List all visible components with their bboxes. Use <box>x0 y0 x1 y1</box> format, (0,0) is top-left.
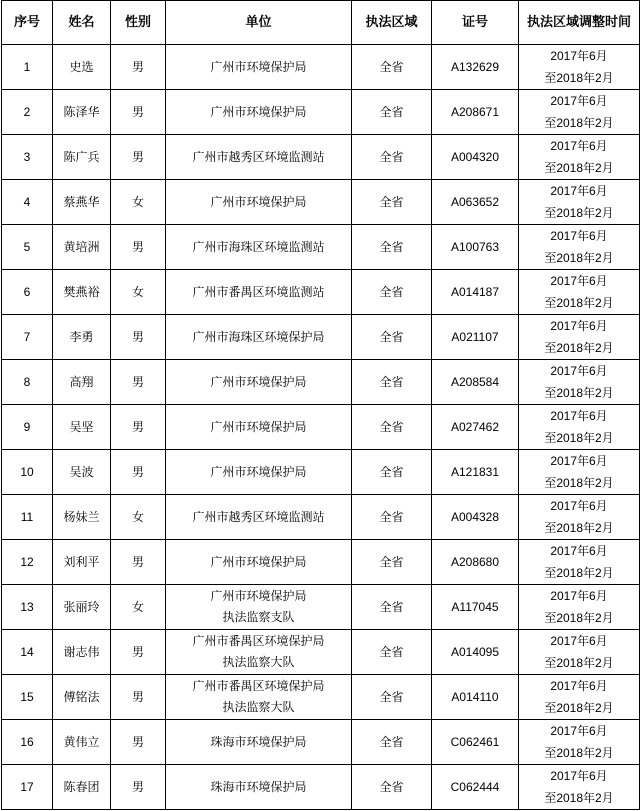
unit-line: 广州市海珠区环境保护局 <box>192 329 325 344</box>
sex-cell: 男 <box>111 360 166 405</box>
certificate-number-cell: A014095 <box>432 630 519 675</box>
unit-cell <box>166 540 352 585</box>
table-row <box>2 225 640 270</box>
time-line: 至2018年2月 <box>544 206 614 220</box>
adjustment-time-cell <box>519 180 640 225</box>
name-cell: 傅铭法 <box>53 675 111 720</box>
name-cell: 刘利平 <box>53 540 111 585</box>
unit-line: 广州市番禺区环境保护局 <box>192 679 325 693</box>
enforcement-area-cell: 全省 <box>352 495 432 540</box>
name-cell: 樊燕裕 <box>53 270 111 315</box>
name-cell: 史选 <box>53 45 111 90</box>
unit-cell <box>166 90 352 135</box>
sex-cell: 男 <box>111 630 166 675</box>
table-row <box>2 45 640 90</box>
time-line: 2017年6月 <box>550 589 608 603</box>
enforcement-area-cell: 全省 <box>352 585 432 630</box>
certificate-number-cell: A004328 <box>432 495 519 540</box>
time-line: 至2018年2月 <box>544 521 614 535</box>
enforcement-area-cell: 全省 <box>352 720 432 765</box>
time-line: 2017年6月 <box>550 184 608 198</box>
adjustment-time-cell <box>519 720 640 765</box>
time-line: 2017年6月 <box>550 634 608 648</box>
header-enforcement-area: 执法区域 <box>352 1 432 45</box>
sex-cell: 男 <box>111 225 166 270</box>
name-cell: 杨妹兰 <box>53 495 111 540</box>
table-row <box>2 270 640 315</box>
certificate-number-cell: A063652 <box>432 180 519 225</box>
unit-cell <box>166 225 352 270</box>
adjustment-time-cell <box>519 765 640 810</box>
sex-cell: 男 <box>111 135 166 180</box>
certificate-number-cell: A021107 <box>432 315 519 360</box>
table-row <box>2 315 640 360</box>
unit-line: 广州市海珠区环境监测站 <box>192 239 325 254</box>
header-sex: 性别 <box>111 1 166 45</box>
enforcement-area-cell: 全省 <box>352 135 432 180</box>
header-adjustment-time: 执法区域调整时间 <box>519 1 640 45</box>
adjustment-time-cell <box>519 540 640 585</box>
unit-cell <box>166 720 352 765</box>
certificate-number-cell: A004320 <box>432 135 519 180</box>
adjustment-time-cell <box>519 225 640 270</box>
unit-cell <box>166 450 352 495</box>
enforcement-area-cell: 全省 <box>352 765 432 810</box>
time-line: 2017年6月 <box>550 319 608 333</box>
enforcement-area-cell: 全省 <box>352 450 432 495</box>
serial-number-cell: 9 <box>2 405 53 450</box>
time-line: 至2018年2月 <box>544 431 614 445</box>
time-line: 至2018年2月 <box>544 386 614 400</box>
serial-number-cell: 13 <box>2 585 53 630</box>
table-row <box>2 765 640 810</box>
serial-number-cell: 8 <box>2 360 53 405</box>
header-name: 姓名 <box>53 1 111 45</box>
enforcement-area-cell: 全省 <box>352 180 432 225</box>
sex-cell: 女 <box>111 585 166 630</box>
time-line: 2017年6月 <box>550 454 608 468</box>
serial-number-cell: 15 <box>2 675 53 720</box>
table-header <box>2 1 640 45</box>
sex-cell: 女 <box>111 495 166 540</box>
certificate-number-cell: A027462 <box>432 405 519 450</box>
name-cell: 陈泽华 <box>53 90 111 135</box>
table-body <box>2 45 640 810</box>
serial-number-cell: 7 <box>2 315 53 360</box>
unit-line: 广州市环境保护局 <box>210 589 307 603</box>
enforcement-area-cell: 全省 <box>352 270 432 315</box>
unit-line: 珠海市环境保护局 <box>210 734 307 749</box>
certificate-number-cell: A132629 <box>432 45 519 90</box>
serial-number-cell: 4 <box>2 180 53 225</box>
serial-number-cell: 3 <box>2 135 53 180</box>
certificate-number-cell: A208584 <box>432 360 519 405</box>
time-line: 至2018年2月 <box>544 566 614 580</box>
unit-line: 执法监察支队 <box>222 610 295 624</box>
unit-line: 广州市越秀区环境监测站 <box>192 509 325 524</box>
unit-cell <box>166 630 352 675</box>
table-row <box>2 135 640 180</box>
name-cell: 张丽玲 <box>53 585 111 630</box>
time-line: 2017年6月 <box>550 49 608 63</box>
enforcement-area-cell: 全省 <box>352 90 432 135</box>
unit-line: 广州市环境保护局 <box>210 194 307 209</box>
unit-line: 执法监察大队 <box>222 700 295 714</box>
unit-cell <box>166 315 352 360</box>
unit-cell <box>166 495 352 540</box>
time-line: 2017年6月 <box>550 364 608 378</box>
unit-line: 广州市番禺区环境监测站 <box>192 284 325 299</box>
certificate-number-cell: A208680 <box>432 540 519 585</box>
enforcement-area-cell: 全省 <box>352 225 432 270</box>
name-cell: 黄培洲 <box>53 225 111 270</box>
serial-number-cell: 1 <box>2 45 53 90</box>
unit-cell <box>166 405 352 450</box>
adjustment-time-cell <box>519 90 640 135</box>
serial-number-cell: 5 <box>2 225 53 270</box>
time-line: 至2018年2月 <box>544 251 614 265</box>
certificate-number-cell: A208671 <box>432 90 519 135</box>
time-line: 2017年6月 <box>550 274 608 288</box>
time-line: 至2018年2月 <box>544 341 614 355</box>
unit-line: 珠海市环境保护局 <box>210 779 307 794</box>
serial-number-cell: 12 <box>2 540 53 585</box>
table-row <box>2 90 640 135</box>
sex-cell: 男 <box>111 765 166 810</box>
sex-cell: 男 <box>111 675 166 720</box>
name-cell: 谢志伟 <box>53 630 111 675</box>
unit-line: 广州市环境保护局 <box>210 374 307 389</box>
enforcement-area-cell: 全省 <box>352 540 432 585</box>
time-line: 2017年6月 <box>550 499 608 513</box>
time-line: 至2018年2月 <box>544 656 614 670</box>
table-row <box>2 495 640 540</box>
adjustment-time-cell <box>519 135 640 180</box>
time-line: 2017年6月 <box>550 229 608 243</box>
serial-number-cell: 10 <box>2 450 53 495</box>
sex-cell: 女 <box>111 180 166 225</box>
certificate-number-cell: A014110 <box>432 675 519 720</box>
time-line: 至2018年2月 <box>544 161 614 175</box>
serial-number-cell: 17 <box>2 765 53 810</box>
adjustment-time-cell <box>519 450 640 495</box>
time-line: 2017年6月 <box>550 544 608 558</box>
table-row <box>2 585 640 630</box>
table-row <box>2 675 640 720</box>
time-line: 2017年6月 <box>550 769 608 783</box>
unit-cell <box>166 45 352 90</box>
name-cell: 蔡燕华 <box>53 180 111 225</box>
adjustment-time-cell <box>519 45 640 90</box>
enforcement-area-cell: 全省 <box>352 675 432 720</box>
time-line: 至2018年2月 <box>544 746 614 760</box>
adjustment-time-cell <box>519 630 640 675</box>
serial-number-cell: 2 <box>2 90 53 135</box>
time-line: 2017年6月 <box>550 94 608 108</box>
serial-number-cell: 16 <box>2 720 53 765</box>
certificate-number-cell: A117045 <box>432 585 519 630</box>
unit-line: 执法监察大队 <box>222 655 295 669</box>
unit-line: 广州市环境保护局 <box>210 104 307 119</box>
sex-cell: 男 <box>111 720 166 765</box>
sex-cell: 男 <box>111 450 166 495</box>
header-certificate-number: 证号 <box>432 1 519 45</box>
adjustment-time-cell <box>519 360 640 405</box>
table-row <box>2 540 640 585</box>
unit-line: 广州市环境保护局 <box>210 554 307 569</box>
sex-cell: 男 <box>111 315 166 360</box>
unit-cell <box>166 360 352 405</box>
sex-cell: 男 <box>111 540 166 585</box>
time-line: 至2018年2月 <box>544 71 614 85</box>
time-line: 至2018年2月 <box>544 296 614 310</box>
adjustment-time-cell <box>519 585 640 630</box>
certificate-number-cell: C062461 <box>432 720 519 765</box>
time-line: 2017年6月 <box>550 679 608 693</box>
table-row <box>2 720 640 765</box>
sex-cell: 男 <box>111 405 166 450</box>
time-line: 2017年6月 <box>550 139 608 153</box>
name-cell: 吴坚 <box>53 405 111 450</box>
name-cell: 高翔 <box>53 360 111 405</box>
enforcement-officer-table <box>1 0 640 810</box>
unit-cell <box>166 585 352 630</box>
certificate-number-cell: C062444 <box>432 765 519 810</box>
header-unit: 单位 <box>166 1 352 45</box>
name-cell: 黄伟立 <box>53 720 111 765</box>
table-row <box>2 630 640 675</box>
unit-cell <box>166 180 352 225</box>
enforcement-area-cell: 全省 <box>352 630 432 675</box>
sex-cell: 男 <box>111 45 166 90</box>
unit-cell <box>166 270 352 315</box>
time-line: 至2018年2月 <box>544 116 614 130</box>
certificate-number-cell: A100763 <box>432 225 519 270</box>
unit-cell <box>166 135 352 180</box>
enforcement-area-cell: 全省 <box>352 360 432 405</box>
adjustment-time-cell <box>519 405 640 450</box>
enforcement-area-cell: 全省 <box>352 405 432 450</box>
certificate-number-cell: A014187 <box>432 270 519 315</box>
name-cell: 陈春团 <box>53 765 111 810</box>
table-row <box>2 405 640 450</box>
name-cell: 吴波 <box>53 450 111 495</box>
unit-line: 广州市番禺区环境保护局 <box>192 634 325 648</box>
unit-cell <box>166 675 352 720</box>
enforcement-area-cell: 全省 <box>352 315 432 360</box>
time-line: 至2018年2月 <box>544 611 614 625</box>
serial-number-cell: 6 <box>2 270 53 315</box>
certificate-number-cell: A121831 <box>432 450 519 495</box>
table-row <box>2 450 640 495</box>
adjustment-time-cell <box>519 270 640 315</box>
sex-cell: 女 <box>111 270 166 315</box>
table-row <box>2 360 640 405</box>
time-line: 至2018年2月 <box>544 791 614 805</box>
unit-line: 广州市越秀区环境监测站 <box>192 149 325 164</box>
time-line: 2017年6月 <box>550 724 608 738</box>
table-row <box>2 180 640 225</box>
adjustment-time-cell <box>519 315 640 360</box>
serial-number-cell: 11 <box>2 495 53 540</box>
unit-line: 广州市环境保护局 <box>210 464 307 479</box>
adjustment-time-cell <box>519 495 640 540</box>
serial-number-cell: 14 <box>2 630 53 675</box>
enforcement-area-cell: 全省 <box>352 45 432 90</box>
unit-line: 广州市环境保护局 <box>210 59 307 74</box>
sex-cell: 男 <box>111 90 166 135</box>
unit-cell <box>166 765 352 810</box>
adjustment-time-cell <box>519 675 640 720</box>
name-cell: 李勇 <box>53 315 111 360</box>
name-cell: 陈广兵 <box>53 135 111 180</box>
header-serial-number: 序号 <box>2 1 53 45</box>
time-line: 至2018年2月 <box>544 701 614 715</box>
header-row <box>2 1 640 45</box>
time-line: 2017年6月 <box>550 409 608 423</box>
unit-line: 广州市环境保护局 <box>210 419 307 434</box>
time-line: 至2018年2月 <box>544 476 614 490</box>
